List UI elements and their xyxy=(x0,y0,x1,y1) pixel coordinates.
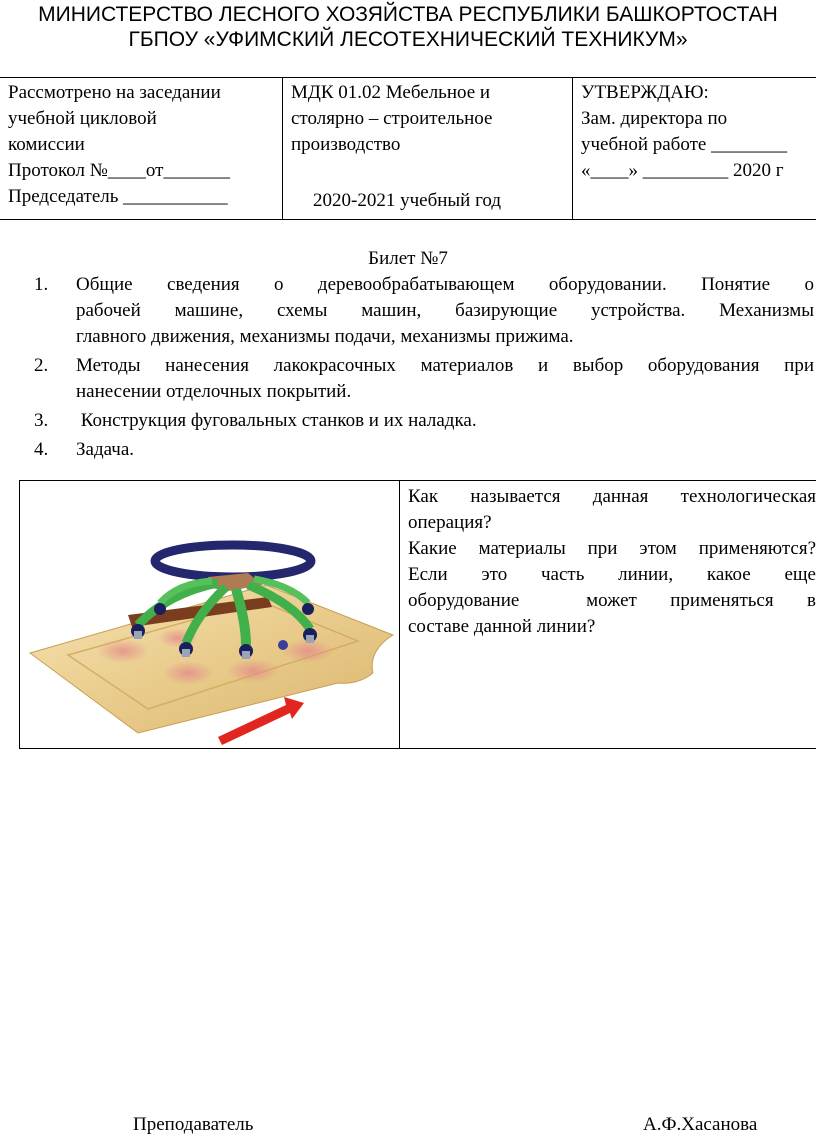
academic-year: 2020-2021 учебный год xyxy=(313,190,502,211)
protocol-line: Протокол №____от_______ xyxy=(8,160,230,181)
question-number: 1. xyxy=(34,274,49,295)
course-cell xyxy=(283,78,572,219)
task-line: Если это часть линии, какое еще xyxy=(408,564,816,585)
question-number: 2. xyxy=(34,355,49,376)
commission-line: учебной цикловой xyxy=(8,108,157,129)
teacher-label: Преподаватель xyxy=(133,1114,254,1135)
commission-line: Рассмотрено на заседании xyxy=(8,82,221,103)
question-list xyxy=(34,272,814,466)
question-text: Задача. xyxy=(76,439,135,460)
task-table xyxy=(19,480,816,749)
ticket-title: Билет №7 xyxy=(368,248,448,269)
task-line: оборудование может применяться в xyxy=(408,590,816,611)
question-item xyxy=(34,272,814,350)
approve-line: УТВЕРЖДАЮ: xyxy=(581,82,709,103)
course-line: производство xyxy=(291,134,401,155)
question-number: 4. xyxy=(34,439,49,460)
ministry-header: МИНИСТЕРСТВО ЛЕСНОГО ХОЗЯЙСТВА РЕСПУБЛИКИ БАШКОРТОСТАН xyxy=(38,3,778,26)
question-text: Методы нанесения лакокрасочных материалов и выбор оборудования при xyxy=(76,355,814,376)
question-item xyxy=(34,353,814,405)
question-text: нанесении отделочных покрытий. xyxy=(76,381,352,402)
question-text: главного движения, механизмы подачи, механизмы прижима. xyxy=(76,326,574,347)
chairman-line: Председатель ___________ xyxy=(8,186,228,207)
task-line: Как называется данная технологическая xyxy=(408,486,816,507)
question-text: Общие сведения о деревообрабатывающем оборудовании. Понятие о xyxy=(76,274,814,295)
course-line: МДК 01.02 Мебельное и xyxy=(291,82,491,103)
commission-cell xyxy=(0,78,282,219)
task-divider xyxy=(399,481,400,748)
commission-line: комиссии xyxy=(8,134,85,155)
question-item xyxy=(34,408,814,434)
question-number: 3. xyxy=(34,410,49,431)
teacher-name: А.Ф.Хасанова xyxy=(643,1114,758,1135)
question-text: рабочей машине, схемы машин, базирующие устройства. Механизмы xyxy=(76,300,814,321)
task-line: Какие материалы при этом применяются? xyxy=(408,538,816,559)
task-line: операция? xyxy=(408,512,492,533)
approve-line: Зам. директора по xyxy=(581,108,728,129)
course-line: столярно – строительное xyxy=(291,108,493,129)
question-text: Конструкция фуговальных станков и их наладка. xyxy=(76,410,477,431)
question-item xyxy=(34,437,814,463)
task-line: составе данной линии? xyxy=(408,616,596,637)
task-question xyxy=(408,484,816,640)
approve-date-line: «____» _________ 2020 г xyxy=(581,160,784,181)
institution-header: ГБПОУ «УФИМСКИЙ ЛЕСОТЕХНИЧЕСКИЙ ТЕХНИКУМ» xyxy=(128,28,688,51)
approve-cell xyxy=(573,78,816,219)
approve-line: учебной работе ________ xyxy=(581,134,788,155)
machine-illustration xyxy=(28,533,398,747)
approval-table xyxy=(0,77,816,220)
